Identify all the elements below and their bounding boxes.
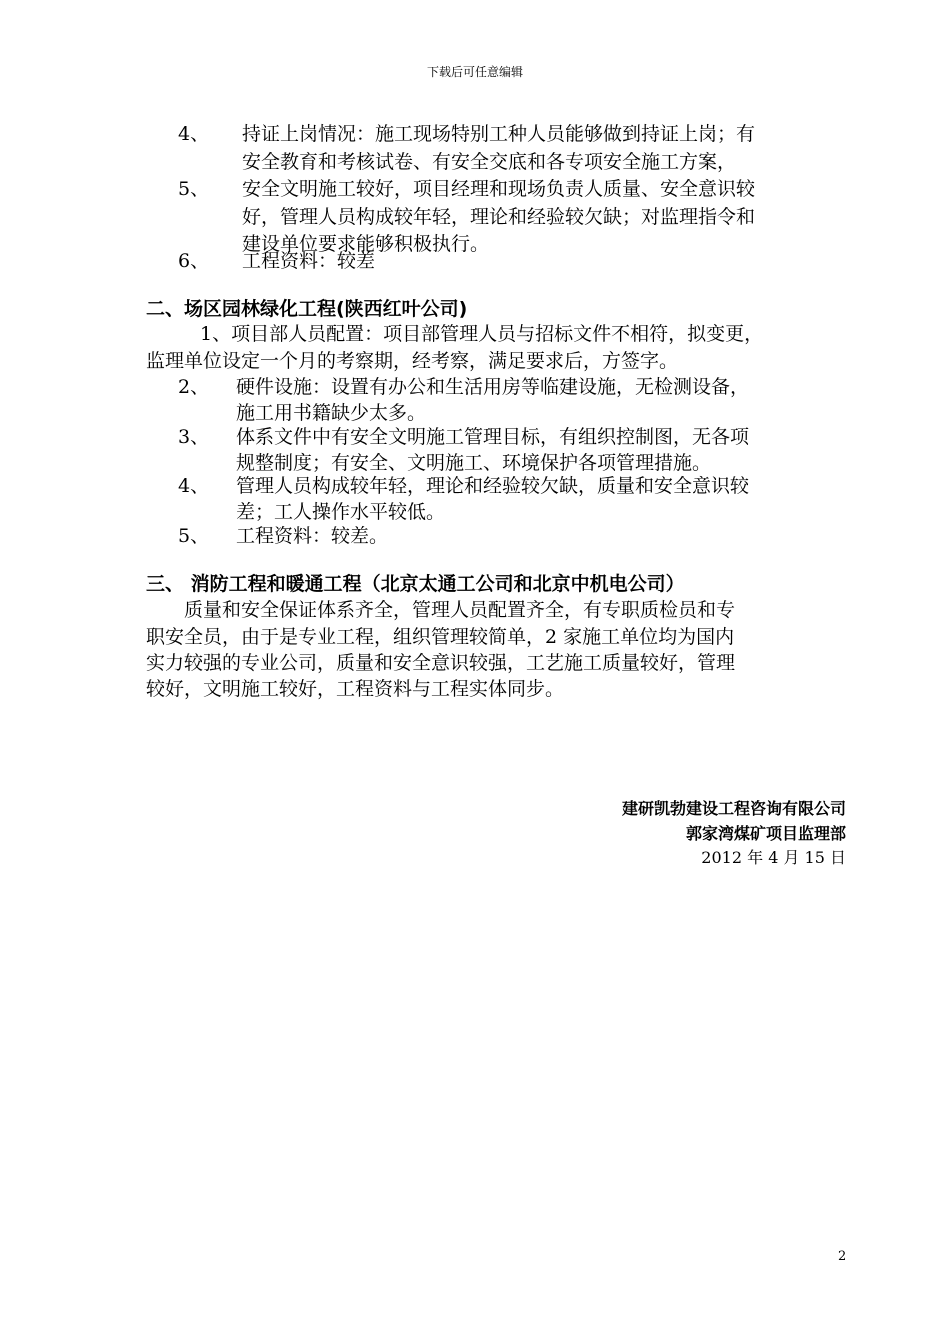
signature-date: 2012 年 4 月 15 日	[701, 848, 846, 867]
intro-line: 监理单位设定一个月的考察期，经考察，满足要求后，方签字。	[146, 350, 679, 372]
item-number: 4、	[178, 123, 210, 145]
item-line: 工程资料：较差。	[236, 525, 389, 547]
item-number: 4、	[178, 475, 210, 497]
item-line: 硬件设施：设置有办公和生活用房等临建设施，无检测设备，	[236, 376, 750, 398]
header-note: 下载后可任意编辑	[426, 65, 523, 79]
item-line: 持证上岗情况：施工现场特别工种人员能够做到持证上岗；有	[242, 123, 756, 145]
item-line: 规整制度；有安全、文明施工、环境保护各项管理措施。	[236, 452, 712, 474]
signature-department: 郭家湾煤矿项目监理部	[685, 824, 846, 843]
item-number: 5、	[178, 178, 210, 200]
item-number: 2、	[178, 376, 210, 398]
item-line: 差；工人操作水平较低。	[236, 501, 446, 523]
page-number: 2	[838, 1249, 847, 1264]
body-line: 质量和安全保证体系齐全，管理人员配置齐全，有专职质检员和专	[184, 599, 736, 621]
item-line: 安全教育和考核试卷、有安全交底和各专项安全施工方案，	[242, 150, 737, 173]
signature-company: 建研凯勃建设工程咨询有限公司	[621, 799, 846, 818]
item-line: 工程资料：较差	[242, 250, 376, 272]
item-line: 施工用书籍缺少太多。	[236, 402, 427, 424]
body-line: 职安全员，由于是专业工程，组织管理较简单，2 家施工单位均为国内	[146, 626, 735, 648]
item-line: 管理人员构成较年轻，理论和经验较欠缺，质量和安全意识较	[236, 475, 750, 497]
intro-line: 1、项目部人员配置：项目部管理人员与招标文件不相符，拟变更，	[200, 323, 764, 345]
item-line: 建设单位要求能够积极执行。	[242, 233, 490, 255]
item-number: 3、	[178, 426, 210, 448]
item-number: 5、	[178, 525, 210, 547]
item-line: 好，管理人员构成较年轻，理论和经验较欠缺；对监理指令和	[242, 205, 756, 228]
item-line: 安全文明施工较好，项目经理和现场负责人质量、安全意识较	[242, 178, 756, 200]
item-line: 体系文件中有安全文明施工管理目标，有组织控制图，无各项	[236, 426, 750, 448]
body-line: 较好，文明施工较好，工程资料与工程实体同步。	[146, 678, 565, 700]
body-line: 实力较强的专业公司，质量和安全意识较强，工艺施工质量较好，管理	[146, 652, 736, 674]
item-number: 6、	[178, 250, 210, 272]
section-heading: 三、 消防工程和暖通工程（北京太通工公司和北京中机电公司）	[146, 573, 685, 595]
section-heading: 二、场区园林绿化工程(陕西红叶公司)	[146, 298, 468, 320]
